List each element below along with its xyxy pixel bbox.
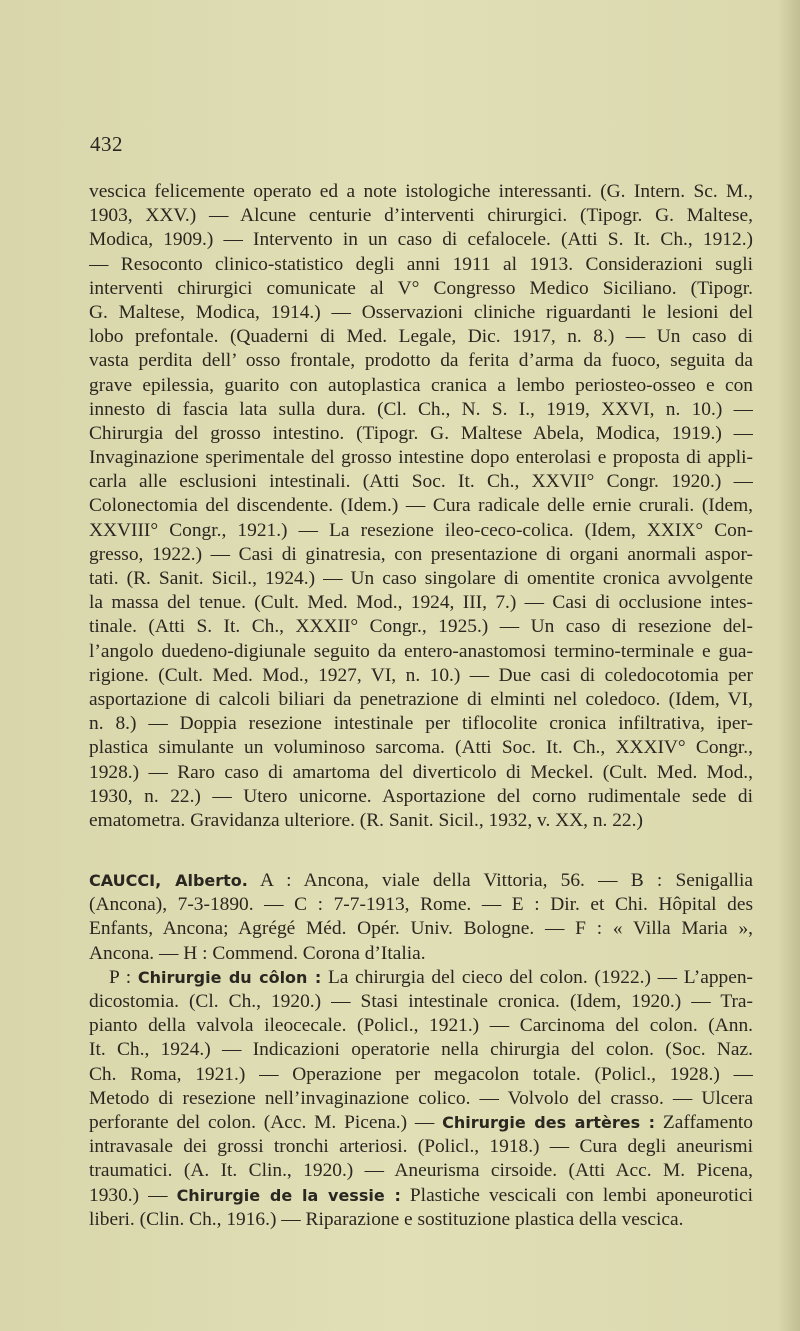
text-fragment: Zaffamento	[655, 1111, 753, 1133]
text-line: gresso, 1922.) — Casi di ginatresia, con presentazione di organi anormali aspor-	[89, 543, 753, 565]
publications-first-line	[89, 966, 753, 990]
text-fragment: 1930.) —	[89, 1184, 177, 1206]
text-line: Ancona. — H : Commend. Corona d’Italia.	[89, 942, 426, 964]
text-line: 1930, n. 22.) — Utero unicorne. Asportazione del corno rudimentale sede di	[89, 785, 753, 807]
entry-gap	[89, 833, 753, 869]
publications-label: P :	[109, 966, 138, 988]
text-fragment: perforante del colon. (Acc. M. Picena.) —	[89, 1111, 443, 1133]
heading-chirurgie-arteres: Chirurgie des artères :	[442, 1112, 656, 1132]
text-line: XXVIII° Congr., 1921.) — La resezione ileo-ceco-colica. (Idem, XXIX° Con-	[89, 519, 753, 541]
text-line: vasta perdita dell’ osso frontale, prodotto da ferita d’arma da fuoco, seguita da	[89, 350, 753, 372]
text-line: vescica felicemente operato ed a note istologiche interessanti. (G. Intern. Sc. M.,	[89, 181, 753, 202]
bibliography-text	[89, 180, 753, 1232]
text-line: Colonectomia del discendente. (Idem.) — Cura radicale delle ernie crurali. (Idem,	[89, 495, 753, 517]
entry-name: CAUCCI, Alberto.	[89, 871, 248, 891]
text-line-arteres	[89, 1111, 753, 1135]
text-line: It. Ch., 1924.) — Indicazioni operatorie nella chirurgia del colon. (Soc. Naz.	[89, 1039, 753, 1061]
text-line: rigione. (Cult. Med. Mod., 1927, VI, n. 10.) — Due casi di coledocotomia per	[89, 664, 753, 686]
text-line: tati. (R. Sanit. Sicil., 1924.) — Un caso singolare di omentite cronica avvolgente	[89, 568, 753, 589]
text-line: asportazione di calcoli biliari da penetrazione di elminti nel coledoco. (Idem, VI,	[89, 688, 753, 710]
entry-header-line	[89, 869, 753, 893]
text-line: Ch. Roma, 1921.) — Operazione per megacolon totale. (Policl., 1928.) —	[89, 1063, 753, 1085]
text-line-vessie	[89, 1184, 753, 1208]
text-line: l’angolo duedeno-digiunale seguito da entero-anastomosi termino-terminale e gua-	[89, 640, 753, 662]
text-line: 1928.) — Raro caso di amartoma del diverticolo di Meckel. (Cult. Med. Mod.,	[89, 761, 753, 783]
text-line: plastica simulante un voluminoso sarcoma. (Atti Soc. It. Ch., XXXIV° Congr.,	[89, 737, 753, 759]
entry-caucci	[89, 869, 753, 1232]
text-line: la massa del tenue. (Cult. Med. Mod., 1924, III, 7.) — Casi di occlusione intes-	[89, 592, 753, 614]
text-line: G. Maltese, Modica, 1914.) — Osservazioni cliniche riguardanti le lesioni del	[89, 301, 753, 323]
text-line: ematometra. Gravidanza ulteriore. (R. Sanit. Sicil., 1932, v. XX, n. 22.)	[89, 809, 643, 831]
publications-line-rest: La chirurgia del cieco del colon. (1922.) — L’appen-	[321, 966, 753, 988]
text-line: n. 8.) — Doppia resezione intestinale per tiflocolite cronica infiltrativa, iper-	[89, 713, 753, 735]
text-line: traumatici. (A. It. Clin., 1920.) — Aneurisma cirsoide. (Atti Acc. M. Picena,	[89, 1160, 753, 1182]
text-line: lobo prefontale. (Quaderni di Med. Legale, Dic. 1917, n. 8.) — Un caso di	[89, 326, 753, 348]
page-edge-shadow	[778, 0, 800, 1331]
text-line: grave epilessia, guarito con autoplastica cranica a lembo periosteo-osseo e con	[89, 374, 753, 396]
text-line: — Resoconto clinico-statistico degli anni 1911 al 1913. Considerazioni sugli	[89, 253, 753, 275]
text-line: Modica, 1909.) — Intervento in un caso di cefalocele. (Atti S. It. Ch., 1912.)	[89, 229, 753, 251]
heading-chirurgie-vessie: Chirurgie de la vessie :	[176, 1185, 401, 1205]
heading-chirurgie-colon: Chirurgie du côlon :	[137, 967, 322, 987]
text-line: tinale. (Atti S. It. Ch., XXXII° Congr., 1925.) — Un caso di resezione del-	[89, 616, 753, 638]
text-line: Enfants, Ancona; Agrégé Méd. Opér. Univ. Bologne. — F : « Villa Maria »,	[89, 918, 753, 940]
text-line: Chirurgia del grosso intestino. (Tipogr. G. Maltese Abela, Modica, 1919.) —	[89, 422, 753, 444]
text-line: interventi chirurgici comunicate al V° Congresso Medico Siciliano. (Tipogr.	[89, 277, 753, 299]
text-line: 1903, XXV.) — Alcune centurie d’interventi chirurgici. (Tipogr. G. Maltese,	[89, 205, 753, 227]
text-line: Invaginazione sperimentale del grosso intestine dopo enterolasi e proposta di appli-	[89, 447, 753, 469]
text-line: intravasale dei grossi tronchi arteriosi. (Policl., 1918.) — Cura degli aneurismi	[89, 1136, 753, 1158]
previous-entry-continuation	[89, 180, 753, 833]
text-line: (Ancona), 7-3-1890. — C : 7-7-1913, Rome. — E : Dir. et Chi. Hôpital des	[89, 894, 753, 916]
entry-header-rest: A : Ancona, viale della Vittoria, 56. — B : Senigallia	[247, 870, 753, 892]
text-line: Metodo di resezione nell’invaginazione colico. — Volvolo del crasso. — Ulcera	[89, 1087, 753, 1109]
page-number: 432	[90, 132, 123, 156]
text-line: carla alle esclusioni intestinali. (Atti Soc. It. Ch., XXVII° Congr. 1920.) —	[89, 471, 753, 493]
text-line: pianto della valvola ileocecale. (Policl., 1921.) — Carcinoma del colon. (Ann.	[89, 1015, 753, 1037]
text-fragment: Plastiche vescicali con lembi aponeurotici	[400, 1184, 753, 1206]
text-line: liberi. (Clin. Ch., 1916.) — Riparazione e sostituzione plastica della vescica.	[89, 1208, 684, 1230]
text-line: innesto di fascia lata sulla dura. (Cl. Ch., N. S. I., 1919, XXVI, n. 10.) —	[89, 398, 753, 420]
text-line: dicostomia. (Cl. Ch., 1920.) — Stasi intestinale cronica. (Idem, 1920.) — Tra-	[89, 991, 753, 1012]
